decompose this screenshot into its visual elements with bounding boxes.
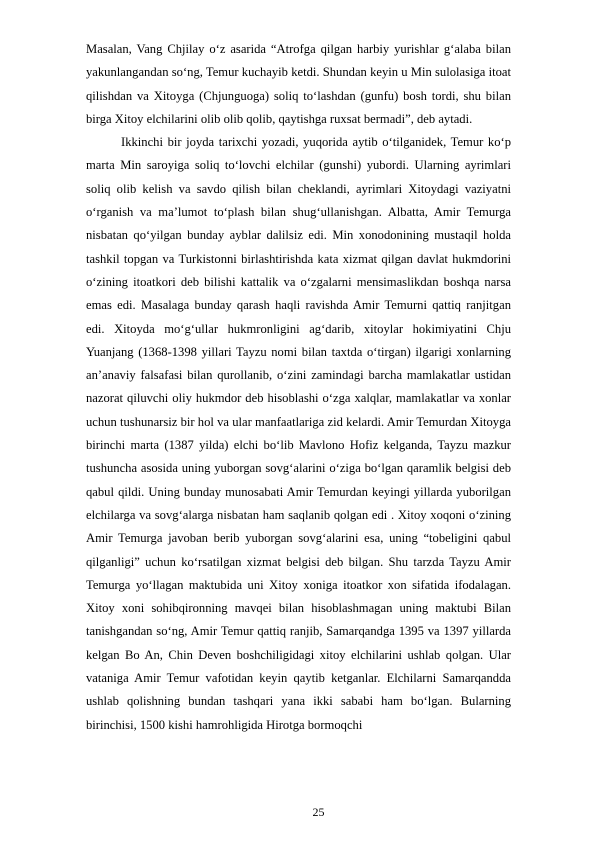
- paragraph-1: Masalan, Vang Chjilay o‘z asarida “Atrofga qilgan harbiy yurishlar g‘alaba bilan yakunlangandan so‘ng, Temur kuchayib ketdi. Shundan keyin u Min sulolasiga itoat qilishdan va Xitoyga (Chjunguoga) soliq to‘lashdan (gunfu) bosh tordi, shu bilan birga Xitoy elchilarini olib olib qolib, qaytishga ruxsat bermadi”, deb aytadi.: [86, 42, 511, 126]
- page-number: 25: [312, 805, 325, 819]
- document-body: [86, 38, 511, 737]
- paragraph-2: Ikkinchi bir joyda tarixchi yozadi, yuqorida aytib o‘tilganidek, Temur ko‘p marta Min saroyiga soliq to‘lovchi elchilar (gunshi) yubordi. Ularning ayrimlari soliq olib kelish va savdo qilish bilan cheklandi, ayrimlari Xitoydagi vaziyatni o‘rganish va ma’lumot to‘plash bilan shug‘ullanishgan. Albatta, Amir Temurga nisbatan qo‘yilgan bunday ayblar dalilsiz edi. Min xonodonining mustaqil holda tashkil topgan va Turkistonni birlashtirishda kata xizmat qilgan davlat hukmdorini o‘zining itoatkori deb bilishi kattalik va o‘zgalarni mensimaslikdan boshqa narsa emas edi. Masalaga bunday qarash haqli ravishda Amir Temurni qattiq ranjitgan edi. Xitoyda mo‘g‘ullar hukmronligini ag‘darib, xitoylar hokimiyatini Chju Yuanjang (1368-1398 yillari Tayzu nomi bilan taxtda o‘tirgan) ilgarigi xonlarning an’anaviy falsafasi bilan qurollanib, o‘zini zamindagi barcha mamlakatlar ustidan nazorat qiluvchi oliy hukmdor deb hisoblashi o‘zga xalqlar, mamlakatlar va xonlar uchun tushunarsiz bir hol va ular manfaatlariga zid kelardi. Amir Temurdan Xitoyga birinchi marta (1387 yilda) elchi bo‘lib Mavlono Hofiz kelganda, Tayzu mazkur tushuncha asosida uning yuborgan sovg‘alarini o‘ziga bo‘lgan qaramlik belgisi deb qabul qildi. Uning bunday munosabati Amir Temurdan keyingi yillarda yuborilgan elchilarga va sovg‘alarga nisbatan ham saqlanib qolgan edi . Xitoy xoqoni o‘zining Amir Temurga javoban berib yuborgan sovg‘alarini esa, uning “tobeligini qabul qilganligi” uchun ko‘rsatilgan xizmat belgisi deb bilgan. Shu tarzda Tayzu Amir Temurga yo‘llagan maktubida uni Xitoy xoniga itoatkor xon sifatida ifodalagan. Xitoy xoni sohibqironning mavqei bilan hisoblashmagan uning maktubi Bilan tanishgandan so‘ng, Amir Temur qattiq ranjib, Samarqandga 1395 va 1397 yillarda kelgan Bo An, Chin Deven boshchiligidagi xitoy elchilarini ushlab qolgan. Ular vataniga Amir Temur vafotidan keyin qaytib ketganlar. Elchilarni Samarqandda ushlab qolishning bundan tashqari yana ikki sababi ham bo‘lgan. Bularning birinchisi, 1500 kishi hamrohligida Hirotga bormoqchi: [86, 135, 511, 732]
